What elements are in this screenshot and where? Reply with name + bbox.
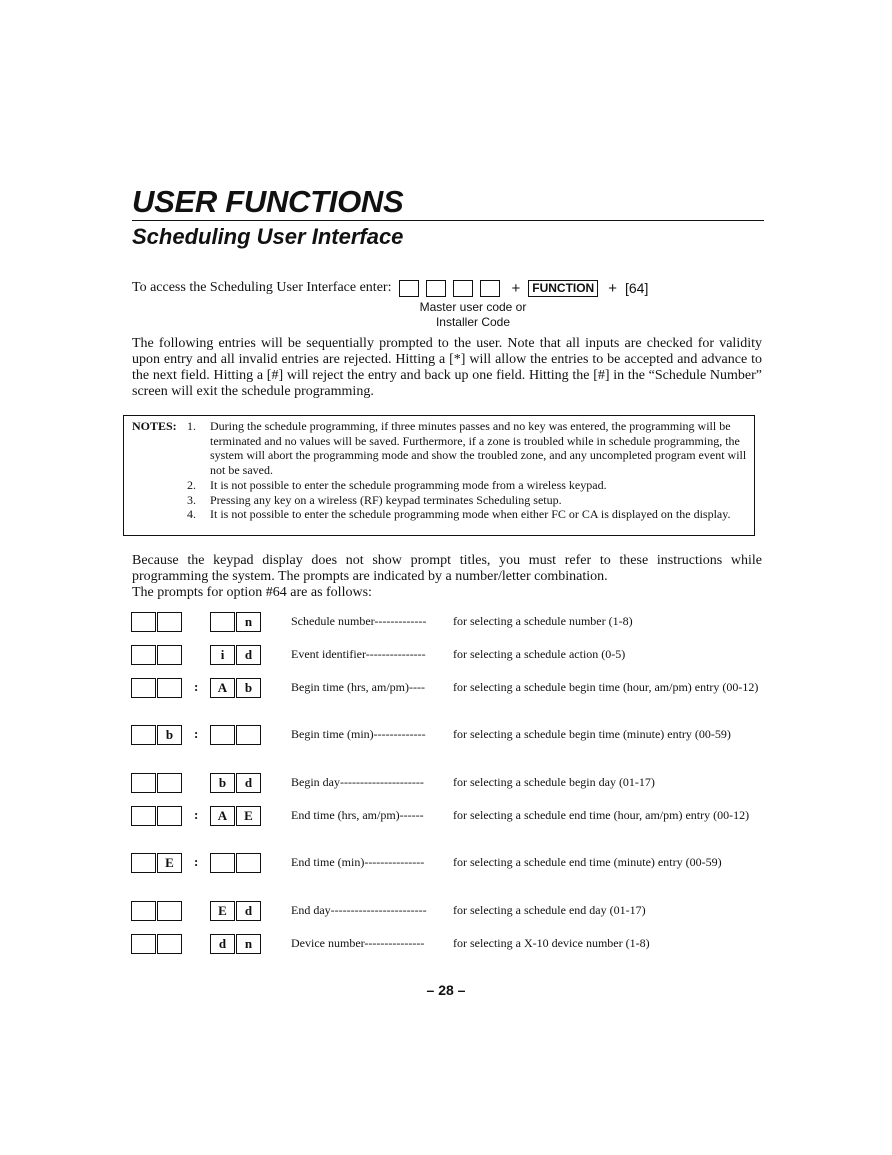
note-number: 3. bbox=[187, 493, 196, 507]
prompt-description: for selecting a schedule begin time (hour, am/pm) entry (00-12) bbox=[453, 680, 759, 694]
display-cell bbox=[157, 934, 182, 954]
time-colon: : bbox=[194, 807, 199, 822]
display-cell bbox=[131, 612, 156, 632]
prompt-description: for selecting a schedule end day (01-17) bbox=[453, 903, 646, 917]
display-cell: d bbox=[210, 934, 235, 954]
display-cell bbox=[210, 725, 235, 745]
display-cell bbox=[131, 645, 156, 665]
plus-sign: + bbox=[608, 279, 617, 297]
prompt-name: Begin day--------------------- bbox=[291, 775, 424, 789]
prompt-description: for selecting a schedule end time (minute) entry (00-59) bbox=[453, 855, 722, 869]
note-number: 2. bbox=[187, 478, 196, 492]
prompt-description: for selecting a schedule action (0-5) bbox=[453, 647, 626, 661]
display-cell bbox=[131, 934, 156, 954]
display-cell bbox=[131, 853, 156, 873]
note-number: 4. bbox=[187, 507, 196, 521]
display-cell: d bbox=[236, 773, 261, 793]
display-cell bbox=[210, 853, 235, 873]
display-cell bbox=[236, 725, 261, 745]
caption-line: Installer Code bbox=[435, 315, 511, 329]
prompt-name: Device number--------------- bbox=[291, 936, 425, 950]
display-cell bbox=[157, 773, 182, 793]
page-number: – 28 – bbox=[426, 982, 466, 998]
prompt-name: End time (hrs, am/pm)------ bbox=[291, 808, 424, 822]
display-cell bbox=[236, 853, 261, 873]
note-text: Pressing any key on a wireless (RF) keypad terminates Scheduling setup. bbox=[210, 493, 562, 507]
display-cell: E bbox=[210, 901, 235, 921]
display-cell: b bbox=[236, 678, 261, 698]
plus-sign: + bbox=[511, 279, 521, 297]
time-colon: : bbox=[194, 854, 199, 869]
page-title: USER FUNCTIONS bbox=[132, 184, 404, 219]
function-key-label: FUNCTION bbox=[528, 280, 598, 297]
note-text: It is not possible to enter the schedule programming mode from a wireless keypad. bbox=[210, 478, 607, 492]
display-cell: n bbox=[236, 934, 261, 954]
display-cell bbox=[157, 645, 182, 665]
display-cell bbox=[131, 806, 156, 826]
access-instruction bbox=[132, 278, 648, 298]
prompt-name: Begin time (hrs, am/pm)---- bbox=[291, 680, 425, 694]
code-digit-box bbox=[480, 280, 500, 297]
access-lead-text: To access the Scheduling User Interface enter: bbox=[132, 280, 392, 295]
display-cell bbox=[131, 901, 156, 921]
display-cell bbox=[131, 678, 156, 698]
prompt-name: End time (min)--------------- bbox=[291, 855, 425, 869]
display-cell bbox=[131, 773, 156, 793]
prompt-description: for selecting a schedule begin day (01-17) bbox=[453, 775, 655, 789]
note-text: During the schedule programming, if three minutes passes and no key was entered, the programming will be terminated and no values will be saved. Furthermore, if a zone is troubled while in schedule programming, the system will abort the programming mode and show the troubled zone, and any uncompleted program event will not be saved. bbox=[210, 419, 747, 477]
option-code: [64] bbox=[625, 280, 649, 296]
note-text: It is not possible to enter the schedule programming mode when either FC or CA is displayed on the display. bbox=[210, 507, 731, 521]
display-cell bbox=[157, 806, 182, 826]
display-cell: b bbox=[210, 773, 235, 793]
prompt-description: for selecting a schedule begin time (minute) entry (00-59) bbox=[453, 727, 731, 741]
prompt-instructions bbox=[132, 553, 762, 601]
instruction-text: Because the keypad display does not show prompt titles, you must refer to these instructions while programming the system. The prompts are indicated by a number/letter combination. bbox=[132, 553, 762, 584]
prompt-description: for selecting a schedule end time (hour, am/pm) entry (00-12) bbox=[453, 808, 750, 822]
note-number: 1. bbox=[187, 419, 196, 433]
code-digit-box bbox=[426, 280, 446, 297]
code-caption bbox=[408, 300, 538, 330]
display-cell: d bbox=[236, 901, 261, 921]
section-subtitle: Scheduling User Interface bbox=[132, 224, 404, 249]
display-cell bbox=[157, 612, 182, 632]
display-cell: d bbox=[236, 645, 261, 665]
title-rule bbox=[132, 220, 764, 221]
prompt-description: for selecting a X-10 device number (1-8) bbox=[453, 936, 650, 950]
display-cell bbox=[210, 612, 235, 632]
prompt-description: for selecting a schedule number (1-8) bbox=[453, 614, 633, 628]
notes-label: NOTES: bbox=[132, 419, 177, 433]
display-cell: b bbox=[157, 725, 182, 745]
prompt-name: Begin time (min)------------- bbox=[291, 727, 426, 741]
display-cell: E bbox=[236, 806, 261, 826]
time-colon: : bbox=[194, 679, 199, 694]
display-cell: i bbox=[210, 645, 235, 665]
display-cell: E bbox=[157, 853, 182, 873]
display-cell bbox=[131, 725, 156, 745]
time-colon: : bbox=[194, 726, 199, 741]
prompt-name: Event identifier--------------- bbox=[291, 647, 426, 661]
display-cell: A bbox=[210, 806, 235, 826]
display-cell bbox=[157, 678, 182, 698]
display-cell: n bbox=[236, 612, 261, 632]
prompt-name: End day------------------------ bbox=[291, 903, 427, 917]
code-digit-box bbox=[453, 280, 473, 297]
display-cell bbox=[157, 901, 182, 921]
prompt-name: Schedule number------------- bbox=[291, 614, 427, 628]
notes-box bbox=[123, 415, 755, 536]
code-digit-box bbox=[399, 280, 419, 297]
intro-paragraph: The following entries will be sequentially prompted to the user. Note that all inputs are checked for validity upon entry and all invalid entries are rejected. Hitting a [*] will allow the entries to be accepted and advance to the next field. Hitting a [#] will reject the entry and back up one field. Hitting the [#] in the “Schedule Number” screen will exit the schedule programming. bbox=[132, 336, 762, 399]
caption-line: Master user code or bbox=[419, 300, 527, 314]
instruction-text: The prompts for option #64 are as follows: bbox=[132, 585, 372, 600]
display-cell: A bbox=[210, 678, 235, 698]
